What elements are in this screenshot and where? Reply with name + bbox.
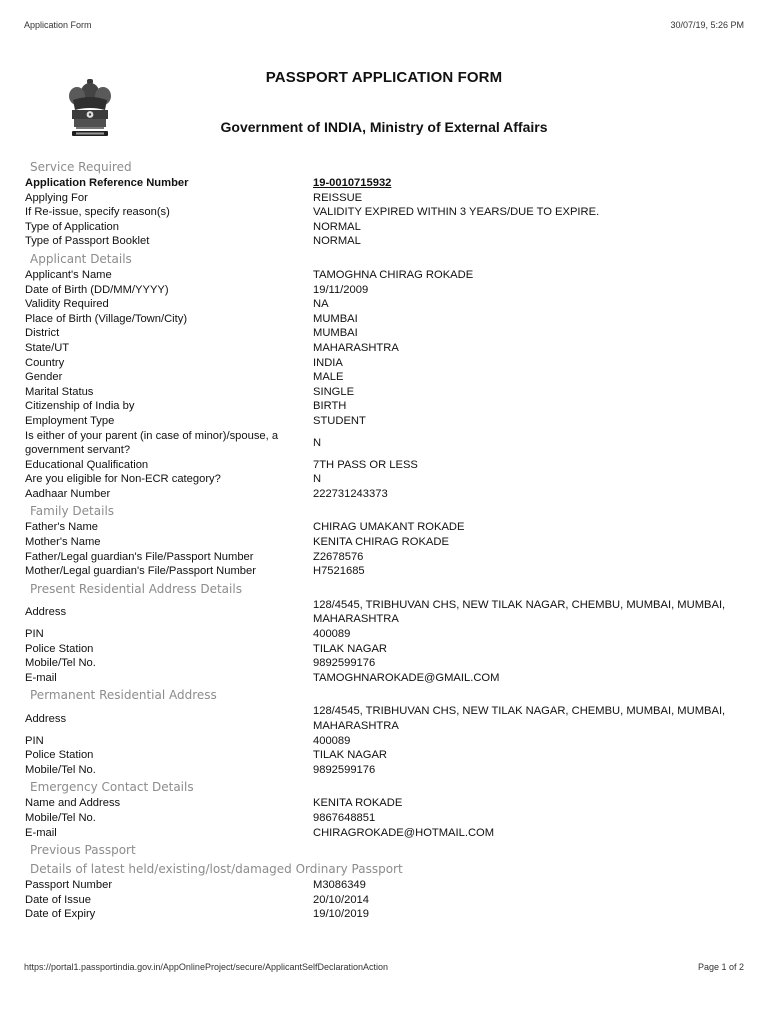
field-value: 222731243373 [313,487,388,500]
section-heading: Family Details [30,504,115,519]
field-value: 20/10/2014 [313,893,369,906]
field-label: Father/Legal guardian's File/Passport Number [25,550,254,563]
field-row [25,627,745,642]
field-row [25,268,745,283]
page-url: https://portal1.passportindia.gov.in/AppOnlineProject/secure/ApplicantSelfDeclarationAction [24,962,389,972]
field-row [25,748,745,763]
field-label: Date of Expiry [25,908,96,921]
field-row [25,656,745,671]
field-value: TILAK NAGAR [313,749,387,762]
field-value: MAHARASHTRA [313,341,399,354]
field-row [25,796,745,811]
field-row [25,704,745,733]
field-value: M3086349 [313,879,366,892]
field-value: TILAK NAGAR [313,642,387,655]
field-row [25,385,745,400]
field-label: Name and Address [25,797,121,810]
field-value: NORMAL [313,220,361,233]
field-value: N [313,473,322,486]
field-label: Applicant's Name [25,268,112,281]
field-label: Mother's Name [25,536,101,549]
field-row [25,535,745,550]
field-row [25,671,745,686]
field-label: Application Reference Number [25,177,189,189]
field-row [25,283,745,298]
field-value: NORMAL [313,235,361,248]
field-label: Mobile/Tel No. [25,811,96,824]
field-value: CHIRAGROKADE@HOTMAIL.COM [313,826,495,839]
field-row [25,487,745,502]
field-label: Address [25,712,67,725]
field-label: Country [25,356,65,369]
field-row [25,370,745,385]
field-value: Z2678576 [313,550,364,563]
field-value: STUDENT [313,414,366,427]
field-label: Aadhaar Number [25,487,111,500]
field-value: 19-0010715932 [313,177,392,189]
section-heading: Applicant Details [30,251,132,266]
section-heading: Previous Passport [30,843,136,858]
document-subtitle: Government of INDIA, Ministry of External Affairs [220,119,548,135]
field-row [25,472,745,487]
field-value: H7521685 [313,565,365,578]
field-label: Educational Qualification [25,458,149,471]
field-row [25,191,745,206]
field-label: Mobile/Tel No. [25,763,96,776]
field-value: MUMBAI [313,327,358,340]
field-value: KENITA ROKADE [313,797,403,810]
field-value: 7TH PASS OR LESS [313,458,418,471]
application-form [25,157,745,922]
section-heading: Emergency Contact Details [30,780,194,795]
field-value: 400089 [313,628,351,641]
field-value: N [313,436,322,449]
field-value: 19/11/2009 [313,283,369,296]
field-label: Are you eligible for Non-ECR category? [25,473,221,486]
document-title: PASSPORT APPLICATION FORM [265,69,503,86]
field-label: Date of Birth (DD/MM/YYYY) [25,283,169,296]
print-header-title: Application Form [24,20,92,30]
field-value: NA [313,298,329,311]
field-label: E-mail [25,671,57,684]
field-label: Mother/Legal guardian's File/Passport Number [25,565,256,578]
field-row [25,429,745,458]
field-row [25,205,745,220]
field-row [25,520,745,535]
field-row [25,356,745,371]
field-row [25,312,745,327]
field-value: 128/4545, TRIBHUVAN CHS, NEW TILAK NAGAR, CHEMBU, MUMBAI, MUMBAI, MAHARASHTRA [313,598,726,626]
field-label: Is either of your parent (in case of minor)/spouse, a government servant? [25,429,279,457]
field-label: Type of Application [25,220,119,233]
field-label: Address [25,606,67,619]
field-row [25,598,745,627]
field-value: MALE [313,371,344,384]
field-label: Type of Passport Booklet [25,235,150,248]
field-label: Police Station [25,642,94,655]
field-label: Father's Name [25,521,99,534]
field-value: TAMOGHNA CHIRAG ROKADE [313,268,474,281]
field-row [25,811,745,826]
field-value: 128/4545, TRIBHUVAN CHS, NEW TILAK NAGAR, CHEMBU, MUMBAI, MUMBAI, MAHARASHTRA [313,705,726,732]
field-row [25,458,745,473]
field-row [25,220,745,235]
section-heading: Service Required [30,160,132,174]
field-value: CHIRAG UMAKANT ROKADE [313,521,465,534]
field-label: PIN [25,628,44,641]
field-value: VALIDITY EXPIRED WITHIN 3 YEARS/DUE TO EXPIRE. [313,206,600,219]
field-value: SINGLE [313,385,355,398]
field-label: If Re-issue, specify reason(s) [25,206,170,219]
field-row [25,826,745,841]
field-row [25,297,745,312]
page-number: Page 1 of 2 [697,962,744,972]
field-value: MUMBAI [313,312,358,325]
field-label: Employment Type [25,414,115,427]
field-value: 9867648851 [313,811,376,824]
field-value: 400089 [313,734,351,747]
field-label: State/UT [25,341,70,354]
field-value: 19/10/2019 [313,908,369,921]
field-value: INDIA [313,356,343,369]
field-row [25,564,745,579]
field-label: Place of Birth (Village/Town/City) [25,312,188,325]
print-header [24,20,744,30]
print-footer [24,962,744,972]
section-heading: Details of latest held/existing/lost/damaged Ordinary Passport [30,862,403,877]
field-label: Applying For [25,191,88,204]
field-value: BIRTH [313,400,347,413]
field-label: District [25,327,60,340]
field-label: Gender [25,371,63,384]
field-row [25,414,745,429]
field-value: 9892599176 [313,763,376,776]
section-heading: Present Residential Address Details [30,581,242,596]
field-label: Mobile/Tel No. [25,657,96,670]
field-row [25,893,745,908]
field-row [25,399,745,414]
field-row [25,176,745,191]
field-value: REISSUE [313,191,363,204]
field-label: Citizenship of India by [25,400,135,413]
field-label: Validity Required [25,298,109,311]
field-row [25,763,745,778]
field-label: E-mail [25,826,57,839]
field-value: TAMOGHNAROKADE@GMAIL.COM [313,671,500,684]
field-value: 9892599176 [313,657,376,670]
field-row [25,550,745,565]
field-label: Marital Status [25,385,94,398]
field-label: Date of Issue [25,893,91,906]
field-row [25,341,745,356]
field-row [25,642,745,657]
field-label: PIN [25,734,44,747]
field-row [25,907,745,922]
field-label: Police Station [25,749,94,762]
field-row [25,234,745,249]
field-row [25,734,745,749]
field-value: KENITA CHIRAG ROKADE [313,536,449,549]
field-row [25,326,745,341]
field-row [25,878,745,893]
section-heading: Permanent Residential Address [30,688,217,703]
field-label: Passport Number [25,879,113,892]
print-header-timestamp: 30/07/19, 5:26 PM [670,20,744,30]
